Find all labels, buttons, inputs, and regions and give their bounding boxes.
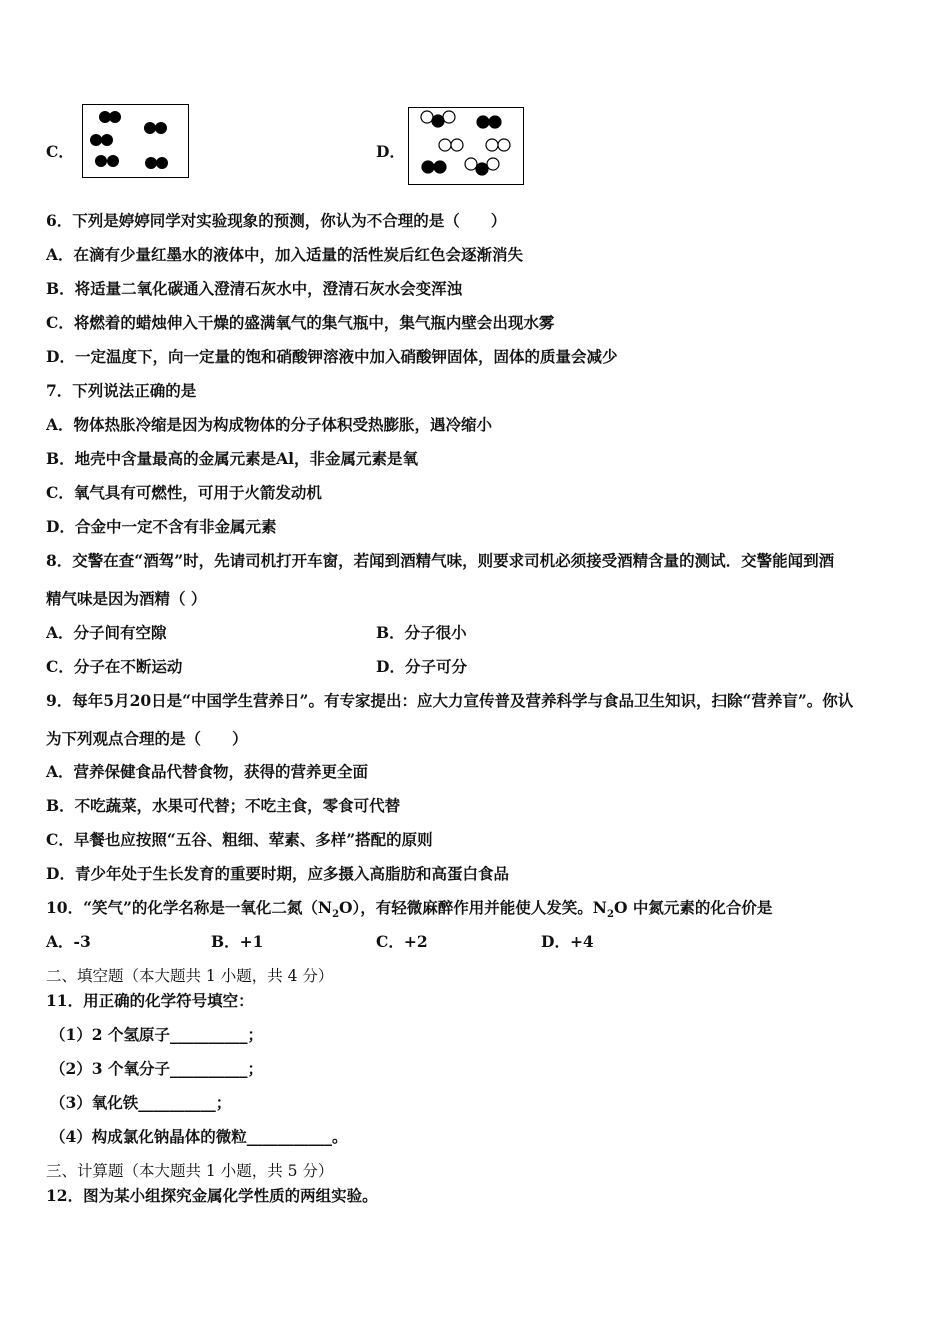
q8-option-d: D．分子可分 [376, 657, 467, 676]
q6-stem: 6．下列是婷婷同学对实验现象的预测，你认为不合理的是（ ） [46, 211, 507, 230]
q11-item-4: （4）构成氯化钠晶体的微粒___________。 [50, 1127, 348, 1146]
q8-option-b: B．分子很小 [376, 623, 467, 642]
option-d-label: D． [376, 142, 405, 161]
q7-stem: 7．下列说法正确的是 [46, 381, 197, 400]
q8-stem-line2: 精气味是因为酒精（ ） [46, 589, 207, 608]
q8-option-c: C．分子在不断运动 [46, 657, 183, 676]
q9-option-b: B．不吃蔬菜，水果可代替；不吃主食，零食可代替 [46, 796, 401, 815]
q12-stem: 12．图为某小组探究金属化学性质的两组实验。 [46, 1186, 378, 1205]
q11-stem: 11．用正确的化学符号填空： [46, 991, 254, 1010]
q10-option-a: A．-3 [46, 932, 91, 951]
molecule-diagram-c [83, 105, 188, 177]
q9-stem-line2: 为下列观点合理的是（ ） [46, 729, 248, 748]
q9-option-c: C．早餐也应按照“五谷、粗细、荤素、多样”搭配的原则 [46, 830, 433, 849]
option-c-diagram [82, 104, 189, 178]
option-d-diagram [408, 107, 524, 185]
q7-option-b: B．地壳中含量最高的金属元素是Al，非金属元素是氧 [46, 449, 419, 468]
q7-option-a: A．物体热胀冷缩是因为构成物体的分子体积受热膨胀，遇冷缩小 [46, 415, 493, 434]
q8-stem-line1: 8．交警在查“酒驾”时，先请司机打开车窗，若闻到酒精气味，则要求司机必须接受酒精含量的测试．交警能闻到酒 [46, 551, 835, 570]
q11-item-2: （2）3 个氧分子__________； [50, 1059, 263, 1078]
q10-option-d: D．+4 [541, 932, 594, 951]
q9-option-d: D．青少年处于生长发育的重要时期，应多摄入高脂肪和高蛋白食品 [46, 864, 509, 883]
q10-stem: 10．“笑气”的化学名称是一氧化二氮$(N_2O)$，有轻微麻醉作用并能使人发笑。$N_2O$ 中氮元素的化合价是 [46, 898, 773, 921]
q6-option-b: B．将适量二氧化碳通入澄清石灰水中，澄清石灰水会变浑浊 [46, 279, 463, 298]
q6-option-d: D．一定温度下，向一定量的饱和硝酸钾溶液中加入硝酸钾固体，固体的质量会减少 [46, 347, 618, 366]
q10-option-c: C．+2 [376, 932, 428, 951]
q11-item-3: （3）氧化铁__________； [50, 1093, 232, 1112]
molecule-diagram-d [409, 108, 523, 184]
option-c-label: C． [46, 142, 74, 161]
q9-option-a: A．营养保健食品代替食物，获得的营养更全面 [46, 762, 369, 781]
q10-option-b: B．+1 [211, 932, 264, 951]
q8-option-a: A．分子间有空隙 [46, 623, 167, 642]
q6-option-a: A．在滴有少量红墨水的液体中，加入适量的活性炭后红色会逐渐消失 [46, 245, 524, 264]
q7-option-d: D．合金中一定不含有非金属元素 [46, 517, 277, 536]
q11-item-1: （1）2 个氢原子__________； [50, 1025, 263, 1044]
section2-title: 二、填空题（本大题共 1 小题，共 4 分） [46, 967, 334, 985]
q7-option-c: C．氧气具有可燃性，可用于火箭发动机 [46, 483, 322, 502]
section3-title: 三、计算题（本大题共 1 小题，共 5 分） [46, 1162, 334, 1180]
q9-stem-line1: 9．每年5月20日是“中国学生营养日”。有专家提出：应大力宣传普及营养科学与食品卫生知识，扫除“营养盲”。你认 [46, 691, 854, 710]
q6-option-c: C．将燃着的蜡烛伸入干燥的盛满氧气的集气瓶中，集气瓶内壁会出现水雾 [46, 313, 555, 332]
